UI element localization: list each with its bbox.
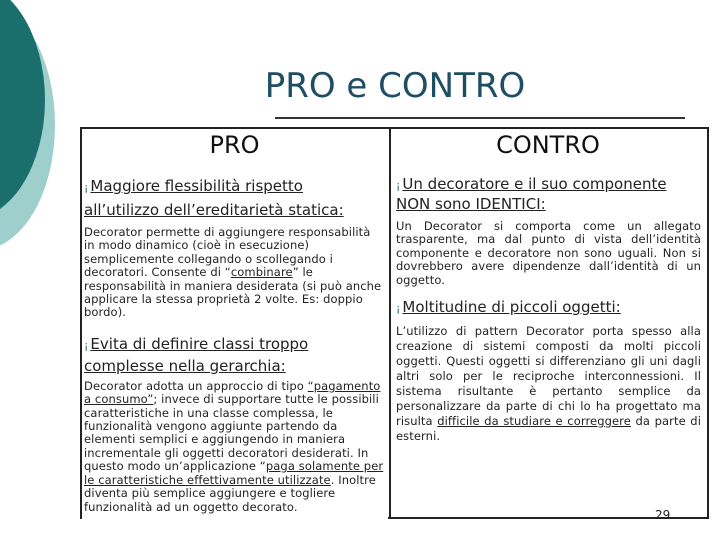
bullet-icon: ¡: [84, 338, 89, 352]
pro-paragraph-1: [84, 226, 384, 320]
pro-heading: PRO: [209, 131, 260, 159]
contro-column: [396, 175, 701, 453]
contro-bullet-2: [396, 296, 701, 320]
contro-paragraph-1: Un Decorator si comporta come un allegato trasparente, ma dal punto di vista dell’identità componente e decoratore non sono uguali. Non si dovrebbero avere dipendenze dall’identità di un oggetto.: [396, 219, 701, 287]
pro-paragraph-1-underlined: combinare: [230, 265, 293, 280]
pro-column: [84, 175, 384, 523]
pro-paragraph-2-pre: Decorator adotta un approccio di tipo: [84, 378, 308, 393]
pro-paragraph-2-underlined-2: paga solamente per le caratteristiche effettivamente utilizzate: [84, 459, 384, 487]
contro-bullet-2-text: Moltitudine di piccoli oggetti:: [402, 298, 621, 317]
pro-bullet-1-text-b: all’utilizzo dell’ereditarietà statica:: [84, 201, 344, 219]
page-number: 29: [655, 508, 671, 522]
pro-bullet-2-text: Evita di definire classi troppo complesse nella gerarchia:: [84, 334, 309, 375]
contro-paragraph-2-post: da parte di esterni.: [396, 414, 701, 444]
pro-paragraph-2-post: . Inoltre diventa più semplice aggiungere e togliere funzionalità ad un oggetto decorato.: [84, 472, 376, 514]
column-divider: [389, 129, 391, 517]
contro-paragraph-2-pre: L’utilizzo di pattern Decorator porta spesso alla creazione di sistemi composti da molti piccoli oggetti. Questi oggetti si differenziano gli uni dagli altri solo per le reciproche interconnessioni. Il sistema risultante è pertanto semplice da personalizzare da parte di chi lo ha progettato ma risulta: [396, 324, 701, 429]
contro-paragraph-2-underlined: difficile da studiare e correggere: [437, 414, 631, 429]
contro-paragraph-2: [396, 324, 701, 444]
bullet-icon: ¡: [396, 179, 401, 192]
title-underline: [275, 117, 685, 119]
contro-bullet-1-text: Un decoratore e il suo componente NON sono IDENTICI:: [396, 175, 667, 213]
pro-bullet-1-text-a: Maggiore flessibilità rispetto: [90, 177, 303, 195]
pro-paragraph-2: [84, 380, 384, 514]
contro-heading: CONTRO: [496, 131, 600, 159]
pro-bullet-1: [84, 175, 384, 222]
bullet-icon: ¡: [396, 302, 401, 316]
slide-title: PRO e CONTRO: [264, 66, 526, 106]
pro-bullet-2: [84, 334, 384, 376]
contro-bullet-1: [396, 175, 701, 214]
pro-paragraph-1-post: ” le responsabilità in maniera desiderata (si può anche applicare la stessa proprietà 2 volte. Es: doppio bordo).: [84, 265, 382, 320]
pro-paragraph-2-mid: ; invece di supportare tutte le possibili caratteristiche in una classe complessa, le funzionalità vengono aggiunte partendo da elementi semplici e aggiungendo in maniera incrementale gli oggetti decoratori desiderati. In questo modo un’applicazione “: [84, 392, 379, 474]
bullet-icon: ¡: [84, 181, 89, 194]
pro-paragraph-2-underlined-1: “pagamento a consumo”: [84, 378, 381, 407]
pro-paragraph-1-pre: Decorator permette di aggiungere responsabilità in modo dinamico (cioè in esecuzione) semplicemente collegando o scollegando i decoratori. Consente di “: [84, 225, 371, 280]
